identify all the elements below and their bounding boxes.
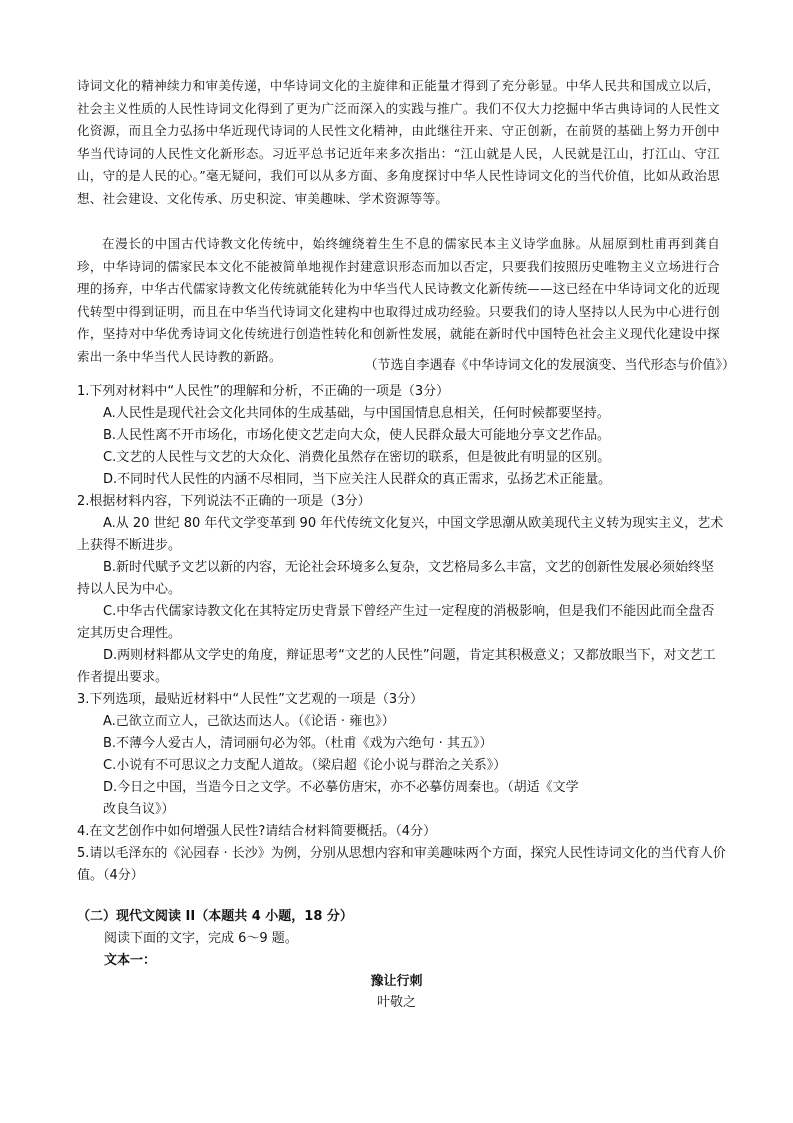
passage-paragraph-2: 在漫长的中国古代诗教文化传统中，始终缠绕着生生不息的儒家民本主义诗学血脉。从屈原到杜甫再到龚自珍，中华诗词的儒家民本文化不能被简单地视作封建意识形态而加以否定，只要我们按照历史唯物主义立场进行合理的扬弃，中华古代儒家诗教文化传统就能转化为中华当代人民诗教文化新传统——这已经在中华诗词文化的近现代转型中得到证明，而且在中华当代诗词文化建构中也取得过成功经验。只要我们的诗人坚持以人民为中心进行创作，坚持对中华优秀诗词文化传统进行创造性转化和创新性发展，就能在新时代中国特色社会主义现代化建设中探索出一条中华当代人民诗教的新路。: [77, 236, 720, 364]
question-stem: 2.根据材料内容，下列说法不正确的一项是（3分）: [77, 494, 371, 509]
question-option-b: B.人民性离不开市场化，市场化使文艺走向大众，使人民群众最大可能地分享文艺作品。: [103, 428, 611, 443]
question-option-d: D.不同时代人民性的内涵不尽相同，当下应关注人民群众的真正需求，弘扬艺术正能量。: [103, 472, 612, 487]
question-stem: 1.下列对材料中“人民性”的理解和分析，不正确的一项是（3分）: [77, 384, 450, 399]
question-option-b: B.不薄今人爱古人，清词丽句必为邻。（杜甫《戏为六绝句 · 其五》）: [103, 736, 493, 751]
question-option-d: D.今日之中国，当造今日之文学。不必摹仿唐宋，亦不必摹仿周秦也。（胡适《文学改良刍议》）: [103, 780, 579, 817]
question-stem: 3.下列选项，最贴近材料中“人民性”文艺观的一项是（3分）: [77, 692, 424, 707]
question-2: [77, 491, 727, 689]
passage-paragraph-1: 诗词文化的精神续力和审美传递，中华诗词文化的主旋律和正能量才得到了充分彰显。中华人民共和国成立以后，社会主义性质的人民性诗词文化得到了更为广泛而深入的实践与推广。我们不仅大力挖掘中华古典诗词的人民性文化资源，而且全力弘扬中华近现代诗词的人民性文化精神，由此继往开来、守正创新，在前贤的基础上努力开创中华当代诗词的人民性文化新形态。习近平总书记近年来多次指出：“江山就是人民，人民就是江山，打江山、守江山，守的是人民的心。”毫无疑问，我们可以从多方面、多角度探讨中华人民性诗词文化的当代价值，比如从政治思想、社会建设、文化传承、历史积淀、审美趣味、学术资源等等。: [77, 78, 720, 206]
question-stem: 5.请以毛泽东的《沁园春 · 长沙》为例，分别从思想内容和审美趣味两个方面，探究人民性诗词文化的当代育人价值。（4分）: [77, 846, 726, 883]
question-option-d: D.两则材料都从文学史的角度，辩证思考“文艺的人民性”问题，肯定其积极意义；又都放眼当下，对文艺工作者提出要求。: [77, 648, 716, 685]
passage-source: （节选自李遇春《中华诗词文化的发展演变、当代形态与价值》）: [364, 358, 735, 373]
question-option-b: B.新时代赋予文艺以新的内容，无论社会环境多么复杂，文艺格局多么丰富，文艺的创新性发展必须始终坚持以人民为中心。: [77, 560, 715, 597]
article-author: 叶敬之: [376, 995, 416, 1010]
question-option-c: C.小说有不可思议之力支配人道故。（梁启超《论小说与群治之关系》）: [103, 758, 507, 773]
question-3: [77, 689, 727, 821]
question-option-a: A.己欲立而立人，己欲达而达人。（《论语 · 雍也》）: [103, 714, 395, 729]
text-label: 文本一：: [104, 953, 157, 968]
question-option-a: A.人民性是现代社会文化共同体的生成基础，与中国国情息息相关，任何时候都要坚持。: [103, 406, 610, 421]
question-1: [77, 381, 727, 491]
question-5: [77, 843, 727, 887]
question-option-c: C.中华古代儒家诗教文化在其特定历史背景下曾经产生过一定程度的消极影响，但是我们不能因此而全盘否定其历史合理性。: [77, 604, 715, 641]
question-4: [77, 821, 727, 843]
question-option-a: A.从 20 世纪 80 年代文学变革到 90 年代传统文化复兴，中国文学思潮从欧美现代主义转为现实主义，艺术上获得不断进步。: [77, 516, 724, 553]
question-option-c: C.文艺的人民性与文艺的大众化、消费化虽然存在密切的联系，但是彼此有明显的区别。: [103, 450, 611, 465]
question-stem: 4.在文艺创作中如何增强人民性?请结合材料简要概括。（4分）: [77, 824, 437, 839]
section-instruction: 阅读下面的文字，完成 6～9 题。: [104, 931, 298, 946]
section-title: （二）现代文阅读 II（本题共 4 小题，18 分）: [77, 909, 353, 924]
article-title: 豫让行刺: [370, 974, 423, 989]
